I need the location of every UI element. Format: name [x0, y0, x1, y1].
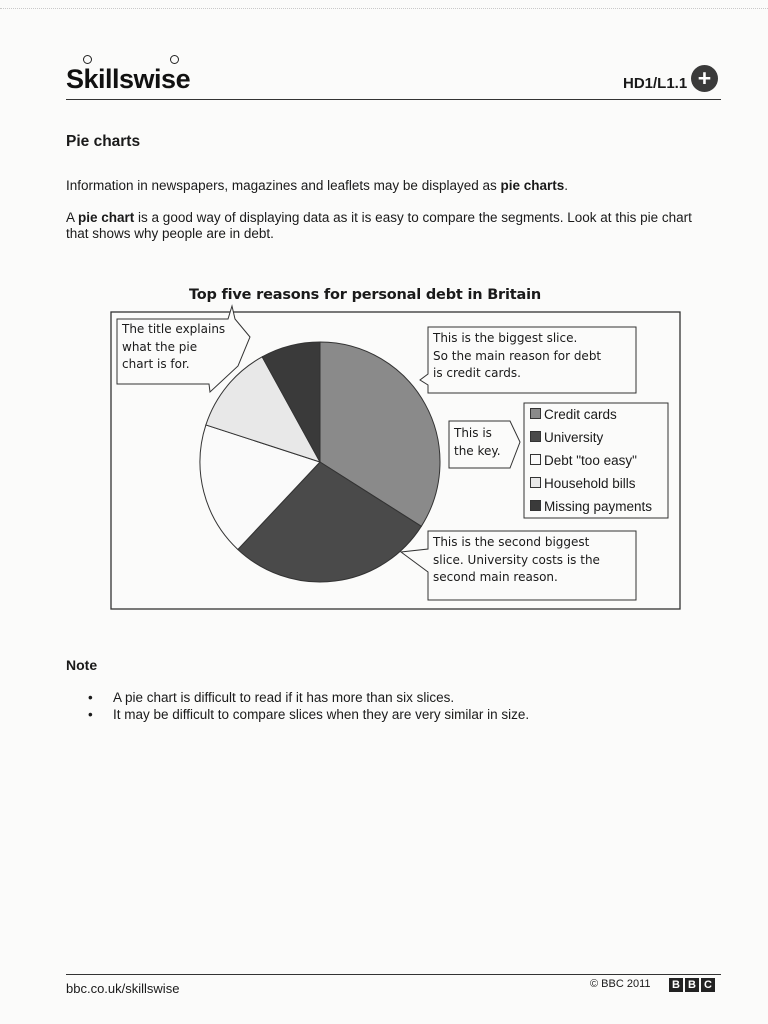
page-title: Pie charts	[66, 133, 141, 150]
legend-swatch	[530, 454, 541, 465]
legend-swatch	[530, 408, 541, 419]
legend-label: Credit cards	[544, 407, 617, 422]
skillswise-logo: Skillswise	[66, 64, 190, 95]
footer-copyright: © BBC 2011	[590, 978, 651, 990]
intro-paragraph-1: Information in newspapers, magazines and leaflets may be displayed as pie charts.	[66, 178, 569, 193]
callout-title-text: The title explains what the pie chart is for.	[122, 322, 226, 371]
callout-second-text: This is the second biggest slice. University costs is the second main reason.	[433, 535, 600, 584]
callout-biggest-text: This is the biggest slice. So the main reason for debt is credit cards.	[433, 331, 602, 380]
footer-url[interactable]: bbc.co.uk/skillswise	[66, 981, 180, 996]
legend-item	[530, 476, 636, 492]
legend-label: Household bills	[544, 476, 636, 491]
legend-item	[530, 430, 603, 446]
footer-divider	[66, 974, 721, 975]
legend-item	[530, 499, 652, 515]
callout-key-text: This is the key.	[454, 426, 501, 458]
legend-label: University	[544, 430, 604, 445]
legend-swatch	[530, 431, 541, 442]
pie-chart	[200, 342, 440, 582]
note-heading: Note	[66, 657, 98, 673]
bbc-logo: B B C	[669, 978, 715, 992]
legend-item	[530, 453, 637, 469]
legend-swatch	[530, 477, 541, 488]
intro-paragraph-2: A pie chart is a good way of displaying data as it is easy to compare the segments. Look at this pie chart that shows why people are in debt.	[66, 210, 692, 241]
note-list	[66, 689, 529, 723]
legend-item	[530, 407, 617, 423]
resource-code: HD1/L1.1	[623, 75, 688, 92]
plus-icon[interactable]: +	[691, 65, 718, 92]
chart-title: Top five reasons for personal debt in Britain	[189, 287, 541, 303]
list-item: • A pie chart is difficult to read if it has more than six slices.	[66, 689, 529, 706]
legend-label: Missing payments	[544, 499, 653, 514]
list-item: • It may be difficult to compare slices when they are very similar in size.	[66, 706, 529, 723]
legend-swatch	[530, 500, 541, 511]
legend-label: Debt "too easy"	[544, 453, 637, 468]
